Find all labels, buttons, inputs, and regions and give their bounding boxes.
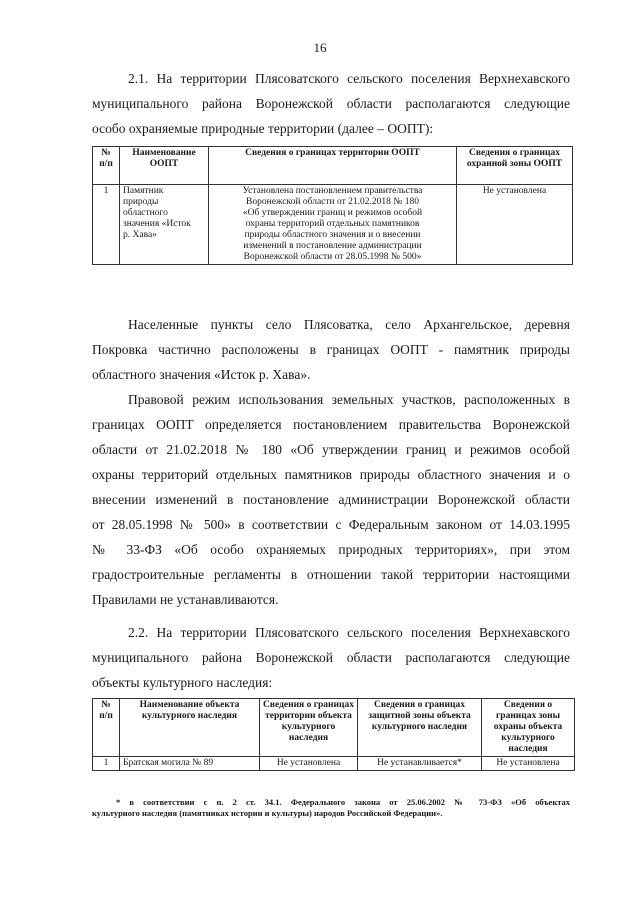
text-line: области от 21.02.2018 № 180 «Об утверждении границ и режимов особой	[92, 442, 570, 457]
cell-territory-borders: Не установлена	[260, 757, 358, 771]
text-line: Правовой режим использования земельных участков, расположенных в	[128, 392, 570, 407]
text-line: от 28.05.1998 № 500» в соответствии с Федеральным законом от 14.03.1995	[92, 517, 570, 532]
header-cell-num: № п/п	[93, 147, 120, 185]
text-line: муниципального района Воронежской области располагаются следующие	[92, 650, 570, 665]
page-number: 16	[313, 40, 327, 55]
text-line: № 33-ФЗ «Об особо охраняемых природных территориях», при этом	[92, 542, 570, 557]
text-line: Покровка частично расположены в границах ООПТ - памятник природы	[92, 342, 570, 357]
header-cell-num: № п/п	[93, 699, 120, 757]
table-header-row	[93, 699, 575, 757]
header-cell-territory-borders: Сведения о границах территории объекта культурного наследия	[260, 699, 358, 757]
text-line: 2.2. На территории Плясоватского сельского поселения Верхнехавского	[128, 625, 570, 640]
cell-name: Памятник природы областного значения «Исток р. Хава»	[120, 185, 209, 265]
header-cell-protective-zone: Сведения о границах защитной зоны объекта культурного наследия	[358, 699, 482, 757]
section-2-1-paragraph	[92, 66, 570, 141]
text-line: объекты культурного наследия:	[92, 675, 273, 690]
text-line: муниципального района Воронежской области располагаются следующие	[92, 96, 570, 111]
footnote-line: * в соответствии с п. 2 ст. 34.1. Федерального закона от 25.06.2002 № 73-ФЗ «Об объектах	[116, 797, 570, 807]
header-cell-name: Наименование ООПТ	[120, 147, 209, 185]
legal-regime-paragraph	[92, 387, 570, 612]
text-line: областного значения «Исток р. Хава».	[92, 367, 311, 382]
text-line: охраны территорий отдельных памятников природы областного значения и о	[92, 467, 570, 482]
section-2-2-paragraph	[92, 620, 570, 695]
text-line: границах ООПТ определяется постановлением правительства Воронежской	[92, 417, 570, 432]
cell-protection-zone: Не установлена	[457, 185, 573, 265]
cell-borders: Установлена постановлением правительства Воронежской области от 21.02.2018 № 180 «Об утверждении границ и режимов особой охраны территорий отдельных памятников природы областного значения и о внесении изменений в постановление администрации Воронежской области от 28.05.1998 № 500»	[209, 185, 457, 265]
settlements-paragraph	[92, 312, 570, 387]
cell-name: Братская могила № 89	[120, 757, 260, 771]
text-line: Населенные пункты село Плясоватка, село Архангельское, деревня	[128, 317, 570, 332]
text-line: 2.1. На территории Плясоватского сельского поселения Верхнехавского	[128, 71, 570, 86]
text-line: внесении изменений в постановление администрации Воронежской области	[92, 492, 570, 507]
table-header-row	[93, 147, 573, 185]
table-row	[93, 757, 575, 771]
header-cell-security-zone: Сведения о границах зоны охраны объекта культурного наследия	[482, 699, 575, 757]
oopt-table	[92, 146, 573, 265]
header-cell-protection-zone: Сведения о границах охранной зоны ООПТ	[457, 147, 573, 185]
table-row	[93, 185, 573, 265]
cell-num: 1	[93, 185, 120, 265]
text-line: градостроительные регламенты в отношении такой территории настоящими	[92, 567, 570, 582]
cell-protective-zone: Не устанавливается*	[358, 757, 482, 771]
footnote	[92, 797, 570, 819]
header-cell-borders: Сведения о границах территории ООПТ	[209, 147, 457, 185]
cell-security-zone: Не установлена	[482, 757, 575, 771]
header-cell-name: Наименование объекта культурного наследия	[120, 699, 260, 757]
text-line: Правилами не устанавливаются.	[92, 592, 279, 607]
text-line: особо охраняемые природные территории (далее – ООПТ):	[92, 121, 434, 136]
cultural-heritage-table	[92, 698, 575, 771]
cell-num: 1	[93, 757, 120, 771]
footnote-line: культурного наследия (памятниках истории и культуры) народов Российской Федерации».	[92, 808, 443, 818]
